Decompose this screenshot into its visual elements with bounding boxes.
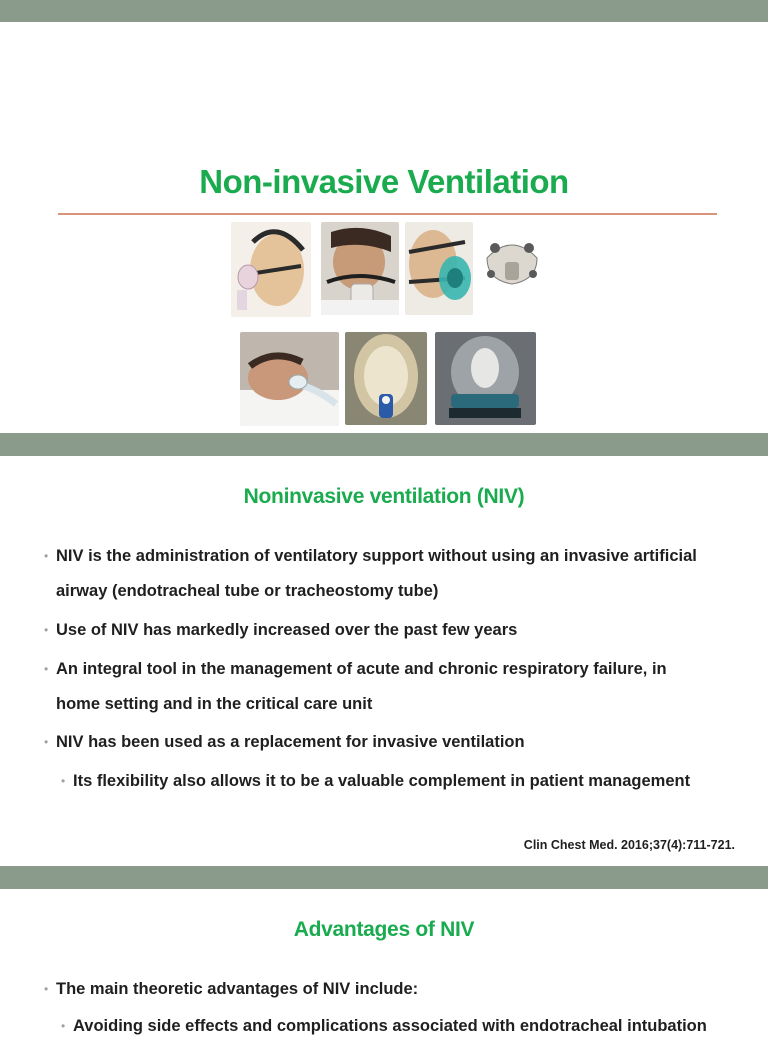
bullet-3-line-1: • An integral tool in the management of acute and chronic respiratory failure, in xyxy=(56,652,667,687)
bullet-1-line-2: airway (endotracheal tube or tracheostomy tube) xyxy=(56,582,439,600)
title-divider xyxy=(58,213,717,215)
bullet-dot: • xyxy=(61,774,66,788)
oronasal-mask-mannequin-photo xyxy=(405,222,473,315)
mask-device-photo xyxy=(477,226,547,296)
nasal-mask-mannequin-photo xyxy=(231,222,311,317)
slide-separator-top xyxy=(0,0,768,22)
bullet-dot: • xyxy=(44,982,49,996)
bullet-dot: • xyxy=(44,735,49,749)
sub-bullet-1: • Its flexibility also allows it to be a valuable complement in patient management xyxy=(73,764,690,799)
slide-1-title: Non-invasive Ventilation xyxy=(199,163,569,200)
bullet-dot: • xyxy=(44,662,49,676)
slide-separator-2 xyxy=(0,866,768,889)
bullet-2: • Use of NIV has markedly increased over the past few years xyxy=(56,613,517,648)
bullet-dot: • xyxy=(44,623,49,637)
nasal-pillows-sleeper-photo xyxy=(321,222,399,315)
full-face-mask-photo xyxy=(345,332,427,425)
slide-3-title: Advantages of NIV xyxy=(293,918,475,941)
bullet-3-line-2: home setting and in the critical care unit xyxy=(56,695,373,713)
citation: Clin Chest Med. 2016;37(4):711-721. xyxy=(523,838,735,852)
slide-2-title: Noninvasive ventilation (NIV) xyxy=(243,485,525,508)
helmet-interface-photo xyxy=(435,332,536,425)
bullet-4: • NIV has been used as a replacement for invasive ventilation xyxy=(56,725,525,760)
bullet-1-line-1: • NIV is the administration of ventilatory support without using an invasive artificial xyxy=(56,539,697,574)
sleeping-man-nasal-mask-photo xyxy=(240,332,339,426)
bullet-dot: • xyxy=(61,1019,66,1033)
slide-separator-1 xyxy=(0,433,768,456)
bullet-dot: • xyxy=(44,549,49,563)
slide-3-sub-bullet-1: • Avoiding side effects and complications associated with endotracheal intubation xyxy=(73,1009,707,1044)
slide-3-bullet-1: • The main theoretic advantages of NIV include: xyxy=(56,972,418,1007)
